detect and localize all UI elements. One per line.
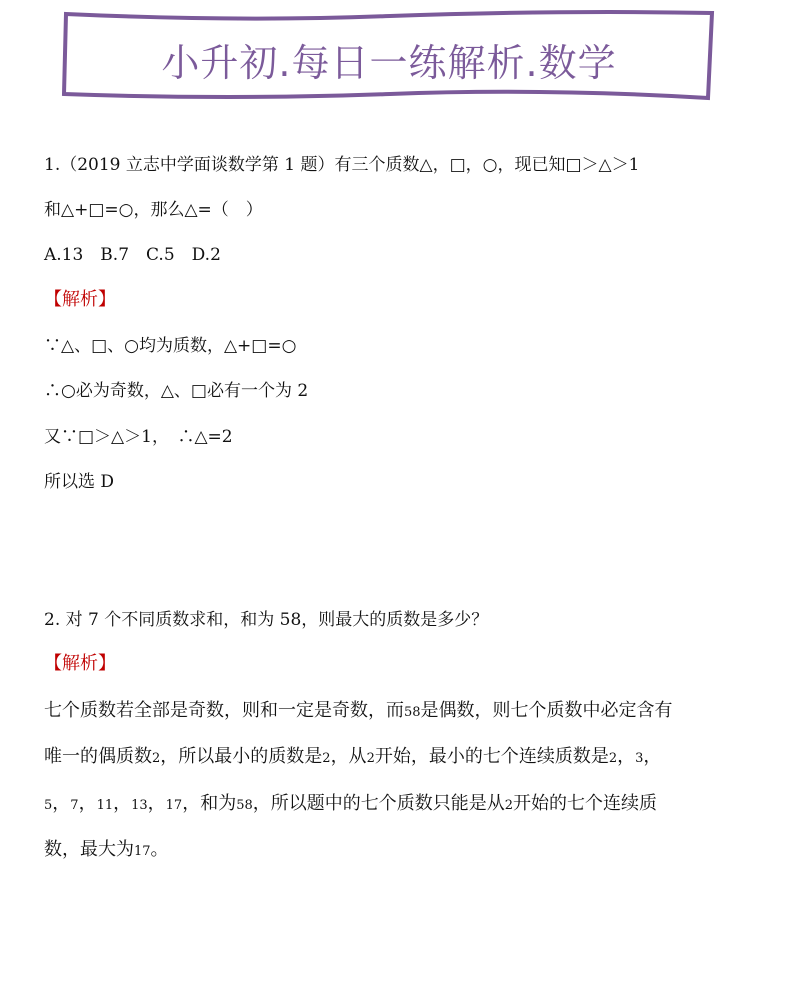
q2-number: 17 <box>134 844 151 859</box>
q2-solution-line2 <box>44 746 661 770</box>
q2-number: 17 <box>165 798 183 813</box>
q1-solution-line2: ∴○必为奇数，△、□必有一个为 2 <box>44 381 309 401</box>
q2-number: 3 <box>635 751 644 766</box>
q2-number: 2 <box>322 751 331 766</box>
q2-number: 58 <box>236 798 253 813</box>
q2-number: 2 <box>152 751 161 766</box>
q1-question-line1: 1.（2019 立志中学面谈数学第 1 题）有三个质数△，□，○，现已知□＞△＞1 <box>44 155 640 175</box>
q2-question: 2. 对 7 个不同质数求和，和为 58，则最大的质数是多少？ <box>44 610 489 630</box>
q2-text: 数，最大为 <box>44 839 134 860</box>
title-banner <box>60 8 718 104</box>
q2-text: 。 <box>150 839 169 860</box>
q2-text: 开始，最小的七个连续质数是 <box>374 746 609 767</box>
q2-number: 2 <box>608 751 618 766</box>
q2-solution-line1 <box>44 700 673 724</box>
q2-analysis-tag: 【解析】 <box>44 653 116 674</box>
q2-text: ， <box>617 746 636 767</box>
q1-analysis-tag: 【解析】 <box>44 289 116 310</box>
q2-number: 2 <box>504 798 514 813</box>
q1-options: A.13 B.7 C.5 D.2 <box>44 245 221 265</box>
q2-text: ， <box>78 793 97 814</box>
q2-text: 开始的七个连续质 <box>513 793 658 814</box>
q2-text: 七个质数若全部是奇数，则和一定是奇数，而 <box>44 700 404 721</box>
q2-text: ， <box>643 746 662 767</box>
q2-number: 11 <box>96 798 114 813</box>
q2-number: 58 <box>404 705 421 720</box>
q2-number: 5 <box>44 798 53 813</box>
q1-solution-line3: 又∵□＞△＞1， ∴△=2 <box>44 427 233 447</box>
q1-question-line2: 和△+□=○，那么△=（ ） <box>44 200 263 220</box>
q2-number: 7 <box>70 798 79 813</box>
q2-text: 唯一的偶质数 <box>44 746 152 767</box>
q2-text: ，所以题中的七个质数只能是从 <box>252 793 505 814</box>
q2-text: ， <box>52 793 71 814</box>
q2-number: 2 <box>366 751 375 766</box>
q2-text: 是偶数，则七个质数中必定含有 <box>420 700 673 721</box>
banner-title: 小升初.每日一练解析.数学 <box>161 41 617 85</box>
q1-solution-line1: ∵△、□、○均为质数，△+□=○ <box>44 336 297 356</box>
q2-text: ，所以最小的质数是 <box>160 746 323 767</box>
q2-text: ， <box>113 793 132 814</box>
q2-solution-line4 <box>44 839 169 863</box>
q2-solution-line3 <box>44 793 657 817</box>
q2-text: ， <box>147 793 166 814</box>
q1-solution-line4: 所以选 D <box>44 472 115 492</box>
q2-text: ，从 <box>330 746 367 767</box>
q2-text: ，和为 <box>182 793 237 814</box>
q2-number: 13 <box>131 798 148 813</box>
